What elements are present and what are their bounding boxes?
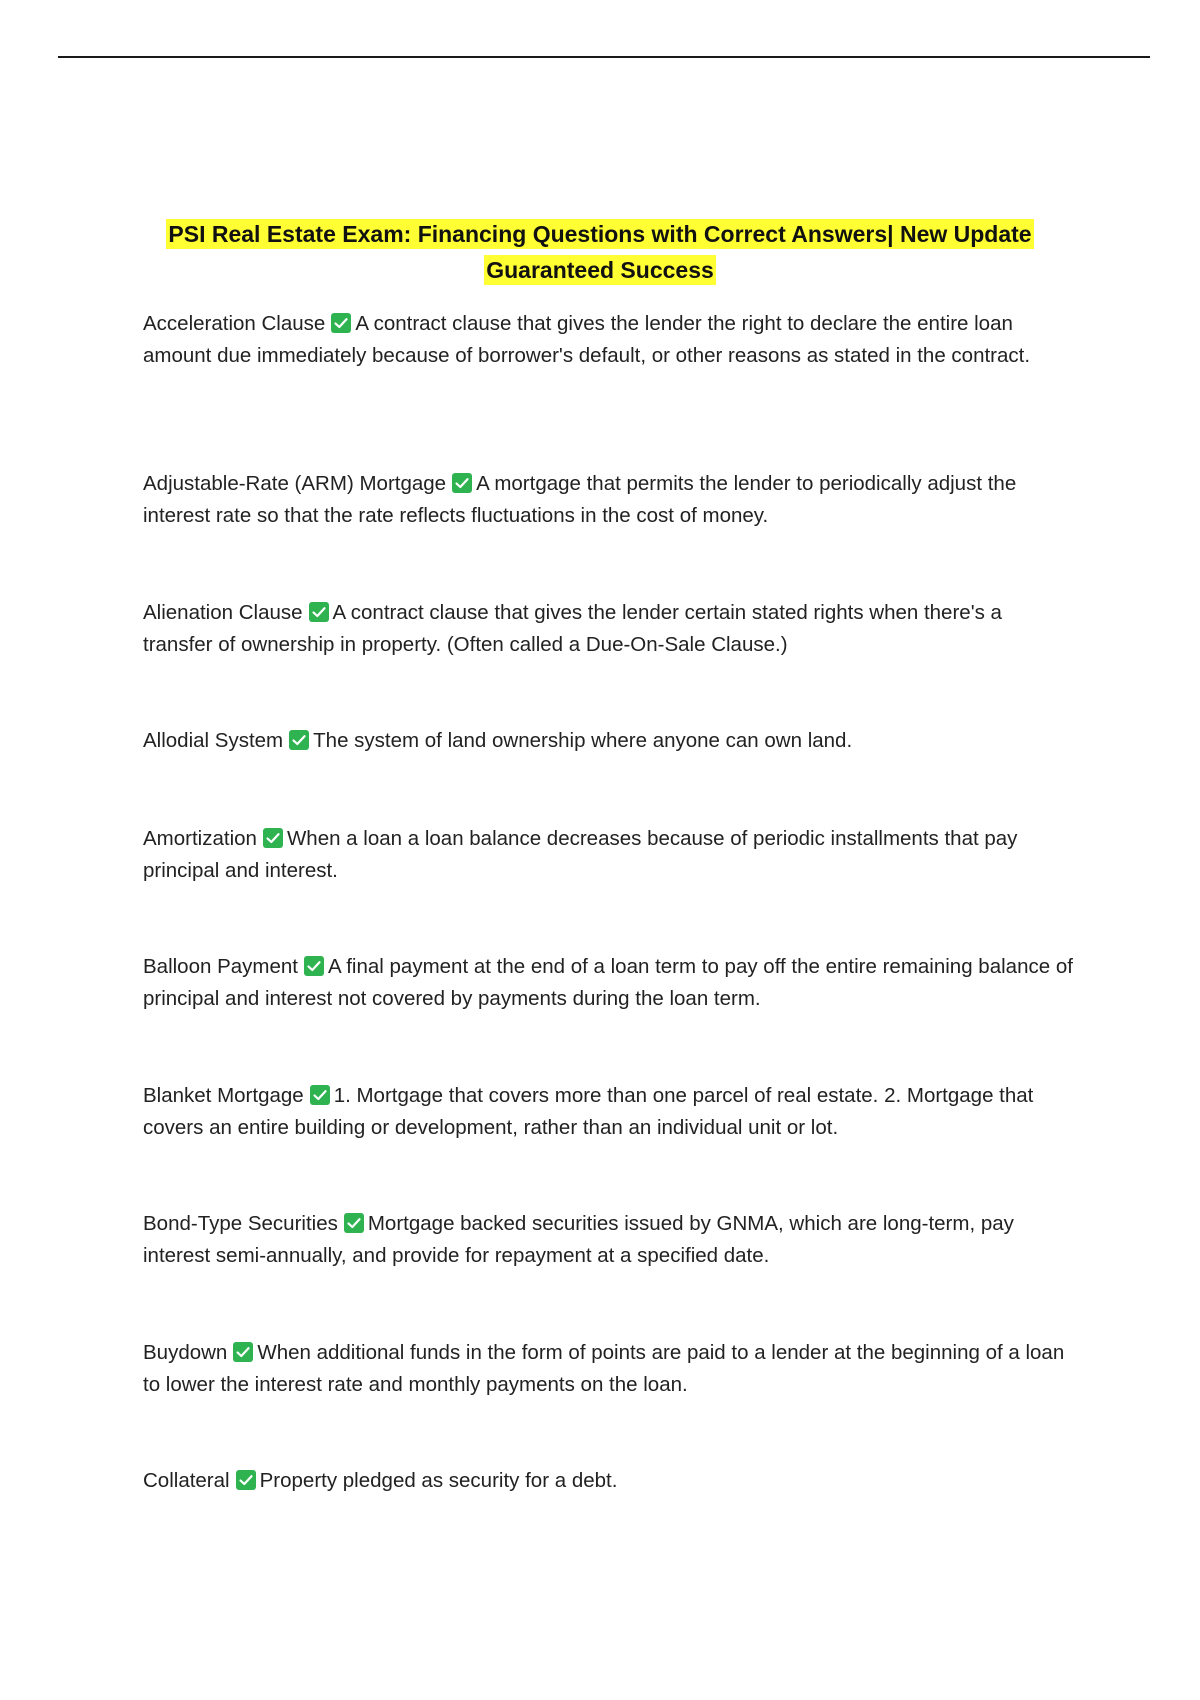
- entry-definition: The system of land ownership where anyone can own land.: [313, 729, 853, 752]
- glossary-entry: [143, 725, 852, 757]
- title-line-2: Guaranteed Success: [486, 257, 714, 283]
- entry-term: Buydown: [143, 1341, 228, 1364]
- entry-definition: 1. Mortgage that covers more than one parcel of real estate. 2. Mortgage that covers an entire building or development, rather than an individual unit or lot.: [143, 1084, 1034, 1139]
- glossary-entry: [143, 951, 1075, 1014]
- glossary-entry: [143, 1337, 1075, 1400]
- checkmark-icon: [310, 1085, 330, 1105]
- checkmark-icon: [344, 1213, 364, 1233]
- glossary-entry: [143, 1208, 1075, 1271]
- checkmark-icon: [233, 1342, 253, 1362]
- glossary-entry: [143, 308, 1075, 371]
- checkmark-icon: [452, 473, 472, 493]
- entry-definition: A mortgage that permits the lender to periodically adjust the interest rate so that the rate reflects fluctuations in the cost of money.: [143, 472, 1017, 527]
- checkmark-icon: [289, 730, 309, 750]
- checkmark-icon: [309, 602, 329, 622]
- checkmark-icon: [263, 828, 283, 848]
- entry-definition: A contract clause that gives the lender certain stated rights when there's a transfer of ownership in property. (Often called a Due-On-Sale Clause.): [143, 601, 1002, 656]
- glossary-entry: [143, 1465, 617, 1497]
- entry-term: Alienation Clause: [143, 601, 303, 624]
- entry-term: Blanket Mortgage: [143, 1084, 304, 1107]
- entry-term: Bond-Type Securities: [143, 1212, 338, 1235]
- entry-definition: Mortgage backed securities issued by GNMA, which are long-term, pay interest semi-annually, and provide for repayment at a specified date.: [143, 1212, 1014, 1267]
- checkmark-icon: [236, 1470, 256, 1490]
- entry-term: Amortization: [143, 827, 257, 850]
- glossary-entry: [143, 468, 1075, 531]
- entry-definition: Property pledged as security for a debt.: [259, 1469, 618, 1492]
- checkmark-icon: [304, 956, 324, 976]
- entry-term: Adjustable-Rate (ARM) Mortgage: [143, 472, 447, 495]
- entry-definition: A final payment at the end of a loan term to pay off the entire remaining balance of principal and interest not covered by payments during the loan term.: [143, 955, 1073, 1010]
- entry-definition: When a loan a loan balance decreases because of periodic installments that pay principal and interest.: [143, 827, 1018, 882]
- entry-term: Collateral: [143, 1469, 230, 1492]
- entry-definition: A contract clause that gives the lender the right to declare the entire loan amount due immediately because of borrower's default, or other reasons as stated in the contract.: [143, 312, 1031, 367]
- glossary-entry: [143, 1080, 1075, 1143]
- entry-term: Acceleration Clause: [143, 312, 326, 335]
- glossary-entry: [143, 823, 1075, 886]
- title-line-1: PSI Real Estate Exam: Financing Questions with Correct Answers| New Update: [168, 221, 1032, 247]
- header-rule: [58, 56, 1150, 58]
- checkmark-icon: [331, 313, 351, 333]
- glossary-entry: [143, 597, 1075, 660]
- entry-term: Allodial System: [143, 729, 284, 752]
- entry-term: Balloon Payment: [143, 955, 298, 978]
- entry-definition: When additional funds in the form of points are paid to a lender at the beginning of a loan to lower the interest rate and monthly payments on the loan.: [143, 1341, 1065, 1396]
- document-title: [150, 216, 1050, 288]
